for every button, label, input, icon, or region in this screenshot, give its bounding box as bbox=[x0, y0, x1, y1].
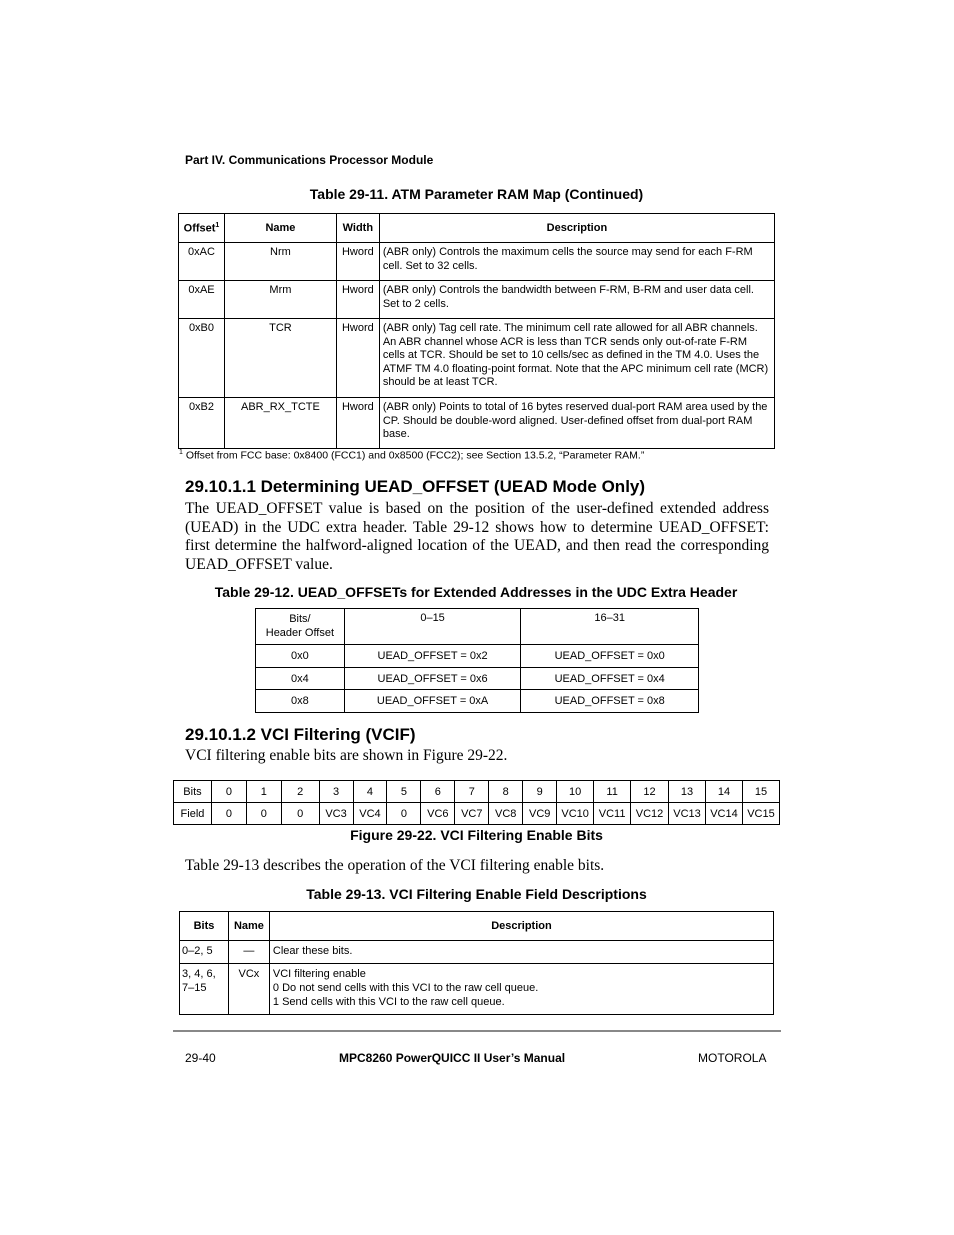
bit-field: 0 bbox=[246, 803, 281, 825]
bit-number: 3 bbox=[319, 781, 353, 803]
footer-page-number: 29-40 bbox=[185, 1051, 216, 1065]
bit-number: 6 bbox=[421, 781, 455, 803]
cell-value: UEAD_OFFSET = 0x2 bbox=[344, 645, 521, 668]
table-row bbox=[180, 964, 774, 1015]
col-name-header: Name bbox=[224, 214, 336, 243]
table-row bbox=[179, 319, 775, 398]
bit-field: VC4 bbox=[353, 803, 387, 825]
footer-company: MOTOROLA bbox=[698, 1051, 767, 1065]
cell-value: UEAD_OFFSET = 0x0 bbox=[521, 645, 699, 668]
bit-field: VC8 bbox=[489, 803, 523, 825]
cell-description: (ABR only) Tag cell rate. The minimum cell rate allowed for all ABR channels. An ABR channel whose ACR is less than TCR sends only out-of-rate F-RM cells at TCR. Should be set to 10 cells/sec as defined in the TM 4.0. Uses the ATMF TM 4.0 floating-point format. Note that the APC minimum cell rate (MCR) should be at least TCR. bbox=[379, 319, 774, 398]
bit-number: 14 bbox=[705, 781, 742, 803]
col-bits-header: Bits bbox=[180, 912, 229, 941]
cell-width: Hword bbox=[336, 398, 379, 449]
cell-name: VCx bbox=[228, 964, 269, 1015]
table-29-11-footnote: $^1$ Offset from FCC base: 0x8400 (FCC1) and 0x8500 (FCC2); see Section 13.5.2, “Parameter RAM.” bbox=[179, 449, 645, 462]
col-bits-header: Bits/ Header Offset bbox=[256, 609, 345, 645]
table-29-11 bbox=[178, 213, 775, 449]
bit-number: 10 bbox=[557, 781, 594, 803]
cell-width: Hword bbox=[336, 319, 379, 398]
bit-field: 0 bbox=[211, 803, 246, 825]
table-row bbox=[256, 668, 699, 690]
part-header: Part IV. Communications Processor Module bbox=[185, 153, 434, 167]
cell-description: (ABR only) Controls the maximum cells the source may send for each F-RM cell. Set to 32 cells. bbox=[379, 243, 774, 281]
cell-value: UEAD_OFFSET = 0x6 bbox=[344, 668, 521, 690]
bit-number: 7 bbox=[455, 781, 489, 803]
field-row bbox=[174, 803, 780, 825]
bit-field: 0 bbox=[387, 803, 421, 825]
bit-field: VC9 bbox=[523, 803, 557, 825]
bit-number: 0 bbox=[211, 781, 246, 803]
bit-field: VC15 bbox=[742, 803, 779, 825]
bit-number: 9 bbox=[523, 781, 557, 803]
cell-description bbox=[269, 941, 773, 964]
bit-field: 0 bbox=[281, 803, 319, 825]
description-line: Clear these bits. bbox=[272, 945, 353, 957]
bit-field: VC6 bbox=[421, 803, 455, 825]
section-paragraph: The UEAD_OFFSET value is based on the position of the user-defined extended address (UEAD) in the UDC extra header. Table 29-12 shows how to determine UEAD_OFFSET: first determine the halfword-aligned location of the UEAD, and then read the corresponding UEAD_OFFSET value. bbox=[185, 500, 769, 573]
col-16-31-header: 16–31 bbox=[521, 609, 699, 645]
cell-offset: 0xB0 bbox=[179, 319, 225, 398]
cell-name: Nrm bbox=[224, 243, 336, 281]
cell-width: Hword bbox=[336, 243, 379, 281]
cell-width: Hword bbox=[336, 281, 379, 319]
bit-field: VC3 bbox=[319, 803, 353, 825]
cell-offset: 0xB2 bbox=[179, 398, 225, 449]
footer-rule bbox=[173, 1030, 781, 1032]
col-width-header: Width bbox=[336, 214, 379, 243]
cell-name: — bbox=[228, 941, 269, 964]
cell-name: Mrm bbox=[224, 281, 336, 319]
cell-bits: 3, 4, 6, 7–15 bbox=[180, 964, 229, 1015]
bits-row bbox=[174, 781, 780, 803]
cell-value: UEAD_OFFSET = 0x4 bbox=[521, 668, 699, 690]
cell-value: UEAD_OFFSET = 0xA bbox=[344, 690, 521, 713]
cell-description: (ABR only) Points to total of 16 bytes reserved dual-port RAM area used by the CP. Should be double-word aligned. User-defined offset from dual-port RAM base. bbox=[379, 398, 774, 449]
bit-field: VC11 bbox=[594, 803, 631, 825]
cell-bits: 0–2, 5 bbox=[180, 941, 229, 964]
bit-number: 13 bbox=[669, 781, 706, 803]
table-row bbox=[256, 690, 699, 713]
section-paragraph: VCI filtering enable bits are shown in Figure 29-22. bbox=[185, 747, 508, 764]
cell-offset: 0x0 bbox=[256, 645, 345, 668]
bit-field: VC7 bbox=[455, 803, 489, 825]
table-row bbox=[180, 941, 774, 964]
cell-offset: 0xAC bbox=[179, 243, 225, 281]
bit-number: 1 bbox=[246, 781, 281, 803]
col-offset-header: Offset$^1$ bbox=[179, 214, 225, 243]
footer-manual-title: MPC8260 PowerQUICC II User’s Manual bbox=[339, 1051, 566, 1065]
bit-field: VC10 bbox=[557, 803, 594, 825]
table-29-11-caption: Table 29-11. ATM Parameter RAM Map (Continued) bbox=[309, 186, 644, 202]
cell-offset: 0x8 bbox=[256, 690, 345, 713]
col-description-header: Description bbox=[269, 912, 773, 941]
table-row bbox=[179, 281, 775, 319]
cell-offset: 0xAE bbox=[179, 281, 225, 319]
field-label: Field bbox=[174, 803, 212, 825]
cell-description: (ABR only) Controls the bandwidth between F-RM, B-RM and user data cell. Set to 2 cells. bbox=[379, 281, 774, 319]
cell-description bbox=[269, 964, 773, 1015]
table-29-12-caption: Table 29-12. UEAD_OFFSETs for Extended Addresses in the UDC Extra Header bbox=[214, 584, 738, 600]
figure-29-22-caption: Figure 29-22. VCI Filtering Enable Bits bbox=[350, 827, 603, 843]
bit-field: VC13 bbox=[669, 803, 706, 825]
bit-number: 2 bbox=[281, 781, 319, 803]
cell-name: TCR bbox=[224, 319, 336, 398]
description-line: 1 Send cells with this VCI to the raw cell queue. bbox=[272, 996, 505, 1008]
bit-number: 15 bbox=[742, 781, 779, 803]
bit-number: 4 bbox=[353, 781, 387, 803]
bits-label: Bits bbox=[174, 781, 212, 803]
paragraph: Table 29-13 describes the operation of the VCI filtering enable bits. bbox=[185, 857, 605, 874]
cell-offset: 0x4 bbox=[256, 668, 345, 690]
bit-field: VC14 bbox=[705, 803, 742, 825]
col-name-header: Name bbox=[228, 912, 269, 941]
description-line: VCI filtering enable bbox=[272, 968, 366, 980]
col-description-header: Description bbox=[379, 214, 774, 243]
table-header-row bbox=[256, 609, 699, 645]
table-29-13 bbox=[179, 911, 774, 1015]
cell-name: ABR_RX_TCTE bbox=[224, 398, 336, 449]
bit-number: 12 bbox=[631, 781, 669, 803]
bit-field: VC12 bbox=[631, 803, 669, 825]
table-row bbox=[179, 398, 775, 449]
section-heading-uead-offset: 29.10.1.1 Determining UEAD_OFFSET (UEAD Mode Only) bbox=[185, 477, 646, 496]
section-heading-vci-filtering: 29.10.1.2 VCI Filtering (VCIF) bbox=[185, 725, 416, 744]
table-row bbox=[179, 243, 775, 281]
col-0-15-header: 0–15 bbox=[344, 609, 521, 645]
table-29-13-caption: Table 29-13. VCI Filtering Enable Field Descriptions bbox=[306, 886, 647, 902]
table-29-12 bbox=[255, 608, 699, 713]
bit-number: 11 bbox=[594, 781, 631, 803]
bit-number: 8 bbox=[489, 781, 523, 803]
figure-29-22-register bbox=[173, 780, 780, 825]
description-line: 0 Do not send cells with this VCI to the raw cell queue. bbox=[272, 982, 539, 994]
bit-number: 5 bbox=[387, 781, 421, 803]
cell-value: UEAD_OFFSET = 0x8 bbox=[521, 690, 699, 713]
table-row bbox=[256, 645, 699, 668]
